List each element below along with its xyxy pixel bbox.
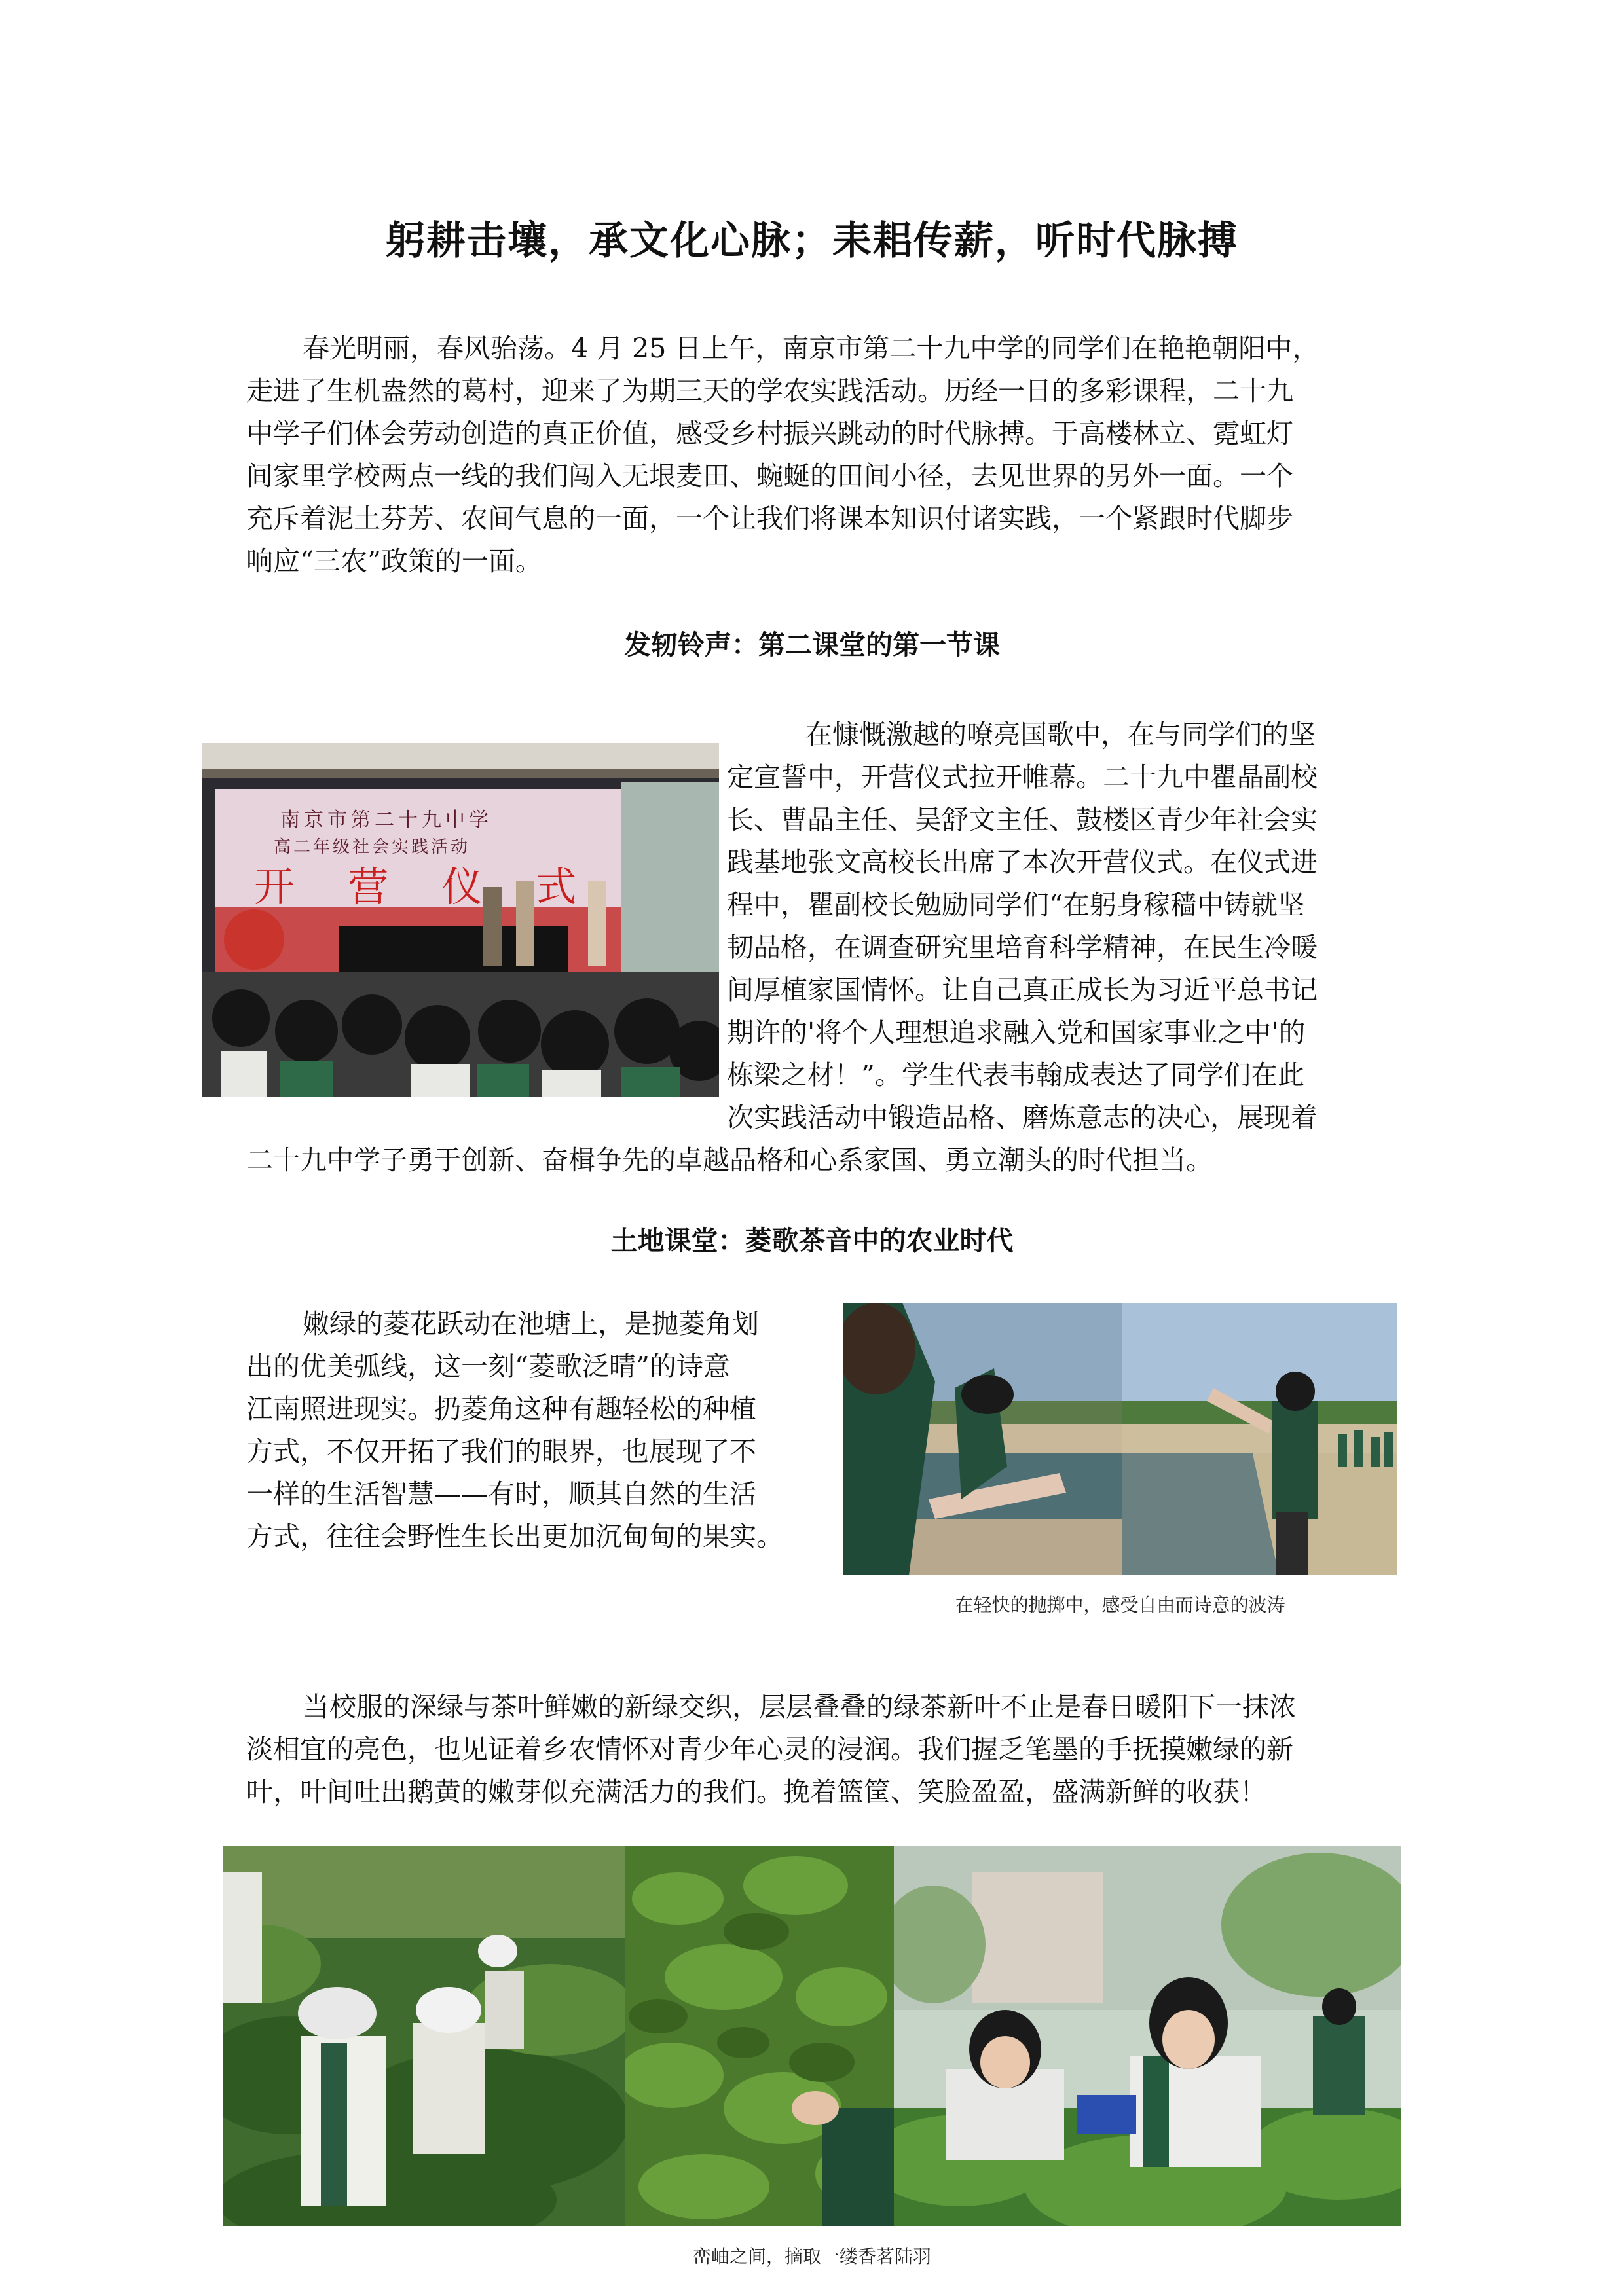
- chestnut-line: 方式，往往会野性生长出更加沉甸甸的果实。: [246, 1521, 783, 1552]
- chestnut-line: 一样的生活智慧——有时，顺其自然的生活: [246, 1478, 756, 1510]
- tea-line: 当校服的深绿与茶叶鲜嫩的新绿交织，层层叠叠的绿茶新叶不止是春日暖阳下一抹浓: [303, 1691, 1296, 1722]
- screen-text-line2: 高二年级社会实践活动: [274, 837, 471, 857]
- intro-line: 响应“三农”政策的一面。: [246, 545, 542, 577]
- intro-line: 中学子们体会劳动创造的真正价值，感受乡村振兴跳动的时代脉搏。于高楼林立、霓虹灯: [246, 418, 1293, 449]
- intro-line: 充斥着泥土芬芳、农间气息的一面，一个让我们将课本知识付诸实践，一个紧跟时代脚步: [246, 503, 1293, 534]
- opening-ceremony-photo: [202, 743, 719, 1097]
- screen-text-line1: 南京市第二十九中学: [280, 809, 492, 831]
- intro-paragraph: [246, 327, 1379, 583]
- tea-picking-photo-right: [894, 1846, 1401, 2226]
- throwing-chestnut-photo-right: [1122, 1303, 1397, 1575]
- chestnut-line: 嫩绿的菱花跃动在池塘上，是抛菱角划: [303, 1308, 759, 1339]
- tea-picking-photo-left: [223, 1846, 625, 2226]
- opening-line: 践基地张文高校长出席了本次开营仪式。在仪式进: [727, 847, 1318, 878]
- tea-line: 叶，叶间吐出鹅黄的嫩芽似充满活力的我们。挽着篮筐、笑脸盈盈，盛满新鲜的收获！: [246, 1776, 1266, 1808]
- opening-line: 定宣誓中，开营仪式拉开帷幕。二十九中瞿晶副校: [727, 761, 1318, 793]
- opening-line: 程中，瞿副校长勉励同学们“在躬身稼穑中铸就坚: [727, 889, 1304, 920]
- chestnut-line: 出的优美弧线，这一刻“菱歌泛晴”的诗意: [246, 1351, 730, 1382]
- water-chestnut-text: [246, 1303, 822, 1558]
- section-heading-land: 土地课堂：菱歌茶音中的农业时代: [610, 1225, 1014, 1256]
- tea-photo-caption: 峦岫之间，摘取一缕香茗陆羽: [692, 2246, 931, 2267]
- tea-paragraph: [246, 1686, 1379, 1813]
- chestnut-line: 方式，不仅开拓了我们的眼界，也展现了不: [246, 1436, 756, 1467]
- opening-line: 在慷慨激越的嘹亮国歌中，在与同学们的坚: [805, 719, 1316, 750]
- opening-line: 间厚植家国情怀。让自己真正成长为习近平总书记: [727, 974, 1318, 1006]
- chestnut-line: 江南照进现实。扔菱角这种有趣轻松的种植: [246, 1393, 756, 1425]
- intro-line: 春光明丽，春风骀荡。4 月 25 日上午，南京市第二十九中学的同学们在艳艳朝阳中，: [303, 333, 1320, 364]
- tea-picking-photo-middle: [625, 1846, 894, 2226]
- tea-line: 淡相宜的亮色，也见证着乡农情怀对青少年心灵的浸润。我们握乏笔墨的手抚摸嫩绿的新: [246, 1734, 1293, 1765]
- opening-line: 次实践活动中锻造品格、磨炼意志的决心，展现着: [727, 1102, 1318, 1133]
- section-heading-opening: 发轫铃声：第二课堂的第一节课: [624, 629, 1000, 661]
- opening-line: 期许的'将个人理想追求融入党和国家事业之中'的: [727, 1017, 1306, 1048]
- page-title: 躬耕击壤，承文化心脉；耒耜传薪，听时代脉搏: [386, 218, 1238, 264]
- opening-line: 长、曹晶主任、吴舒文主任、鼓楼区青少年社会实: [727, 804, 1318, 835]
- throwing-chestnut-photo-left: [843, 1303, 1122, 1575]
- opening-line: 韧品格，在调查研究里培育科学精神，在民生冷暖: [727, 932, 1318, 963]
- opening-last-line: 二十九中学子勇于创新、奋楫争先的卓越品格和心系家国、勇立潮头的时代担当。: [246, 1144, 1213, 1176]
- opening-ceremony-text: [727, 714, 1379, 1139]
- intro-line: 间家里学校两点一线的我们闯入无垠麦田、蜿蜒的田间小径，去见世界的另外一面。一个: [246, 460, 1293, 492]
- intro-line: 走进了生机盎然的葛村，迎来了为期三天的学农实践活动。历经一日的多彩课程，二十九: [246, 375, 1293, 407]
- screen-banner-text: 开 营 仪 式: [254, 863, 586, 911]
- opening-line: 栋梁之材！”。学生代表韦翰成表达了同学们在此: [727, 1059, 1304, 1091]
- chestnut-photo-caption: 在轻快的抛掷中，感受自由而诗意的波涛: [955, 1594, 1285, 1616]
